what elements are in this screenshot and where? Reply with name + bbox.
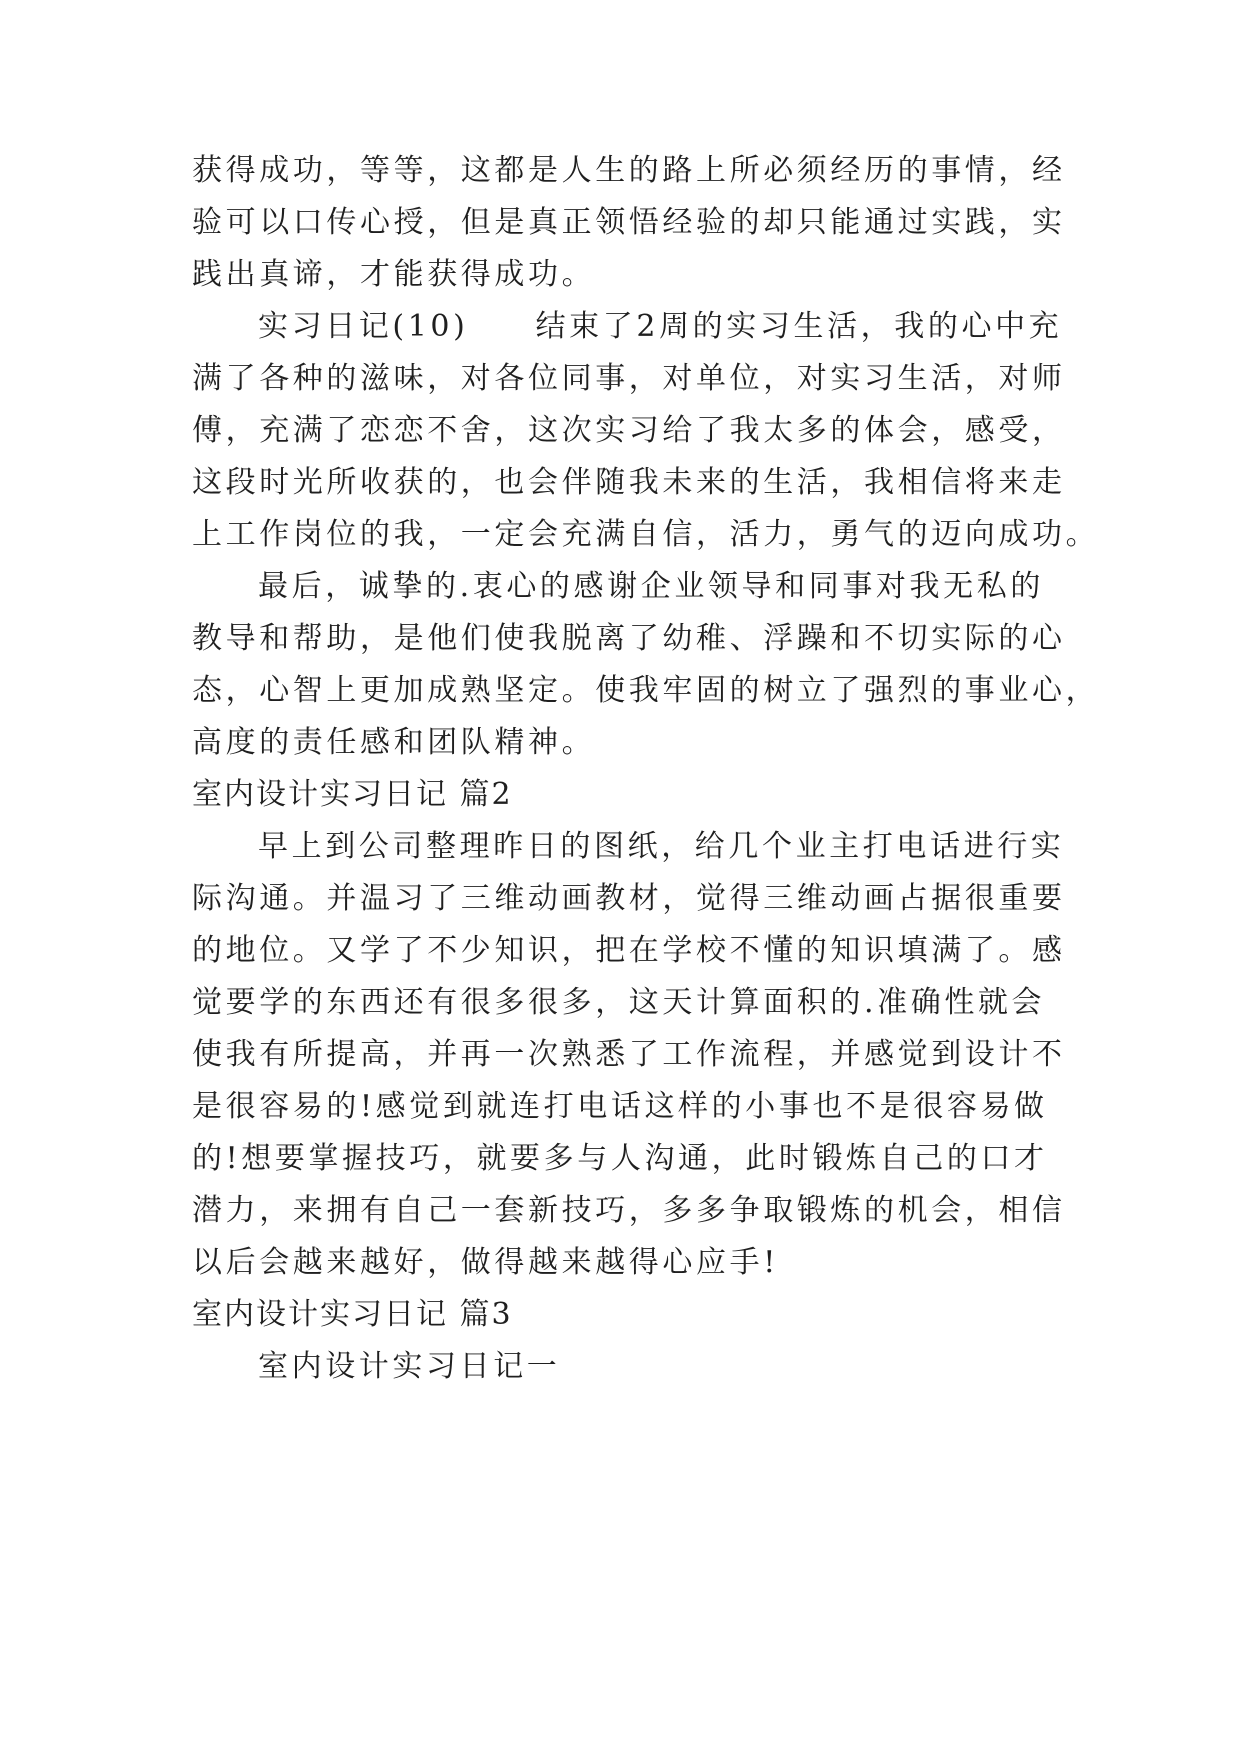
paragraph-4-line-6: 是很容易的!感觉到就连打电话这样的小事也不是很容易做 — [192, 1089, 1048, 1124]
paragraph-4-line-9: 以后会越来越好，做得越来越得心应手! — [192, 1245, 779, 1280]
paragraph-2-line-4: 这段时光所收获的，也会伴随我未来的生活，我相信将来走 — [192, 465, 1066, 500]
paragraph-4-line-1: 早上到公司整理昨日的图纸，给几个业主打电话进行实 — [258, 829, 1065, 864]
paragraph-4-line-2: 际沟通。并温习了三维动画教材，觉得三维动画占据很重要 — [192, 881, 1066, 916]
paragraph-4-line-5: 使我有所提高，并再一次熟悉了工作流程，并感觉到设计不 — [192, 1037, 1066, 1072]
paragraph-2-line-2: 满了各种的滋味，对各位同事，对单位，对实习生活，对师 — [192, 361, 1066, 396]
paragraph-4-line-3: 的地位。又学了不少知识，把在学校不懂的知识填满了。感 — [192, 933, 1066, 968]
paragraph-3-line-3: 态，心智上更加成熟坚定。使我牢固的树立了强烈的事业心， — [192, 673, 1100, 708]
section-heading-2: 室内设计实习日记 篇2 — [192, 777, 513, 812]
paragraph-3-line-4: 高度的责任感和团队精神。 — [192, 725, 596, 760]
paragraph-1-line-2: 验可以口传心授，但是真正领悟经验的却只能通过实践，实 — [192, 205, 1066, 240]
paragraph-4-line-8: 潜力，来拥有自己一套新技巧，多多争取锻炼的机会，相信 — [192, 1193, 1066, 1228]
section-heading-3: 室内设计实习日记 篇3 — [192, 1297, 513, 1332]
paragraph-2-line-5: 上工作岗位的我，一定会充满自信，活力，勇气的迈向成功。 — [192, 517, 1100, 552]
paragraph-2-line-1: 实习日记(10) 结束了2周的实习生活，我的心中充 — [258, 309, 1063, 344]
paragraph-1-line-3: 践出真谛，才能获得成功。 — [192, 257, 596, 292]
paragraph-2-line-3: 傅，充满了恋恋不舍，这次实习给了我太多的体会，感受， — [192, 413, 1066, 448]
paragraph-5-line-1: 室内设计实习日记一 — [258, 1349, 561, 1384]
paragraph-4-line-4: 觉要学的东西还有很多很多，这天计算面积的.准确性就会 — [192, 985, 1046, 1020]
paragraph-3-line-1: 最后，诚挚的.衷心的感谢企业领导和同事对我无私的 — [258, 569, 1044, 604]
paragraph-3-line-2: 教导和帮助，是他们使我脱离了幼稚、浮躁和不切实际的心 — [192, 621, 1066, 656]
paragraph-4-line-7: 的!想要掌握技巧，就要多与人沟通，此时锻炼自己的口才 — [192, 1141, 1048, 1176]
paragraph-1-line-1: 获得成功，等等，这都是人生的路上所必须经历的事情，经 — [192, 153, 1066, 188]
